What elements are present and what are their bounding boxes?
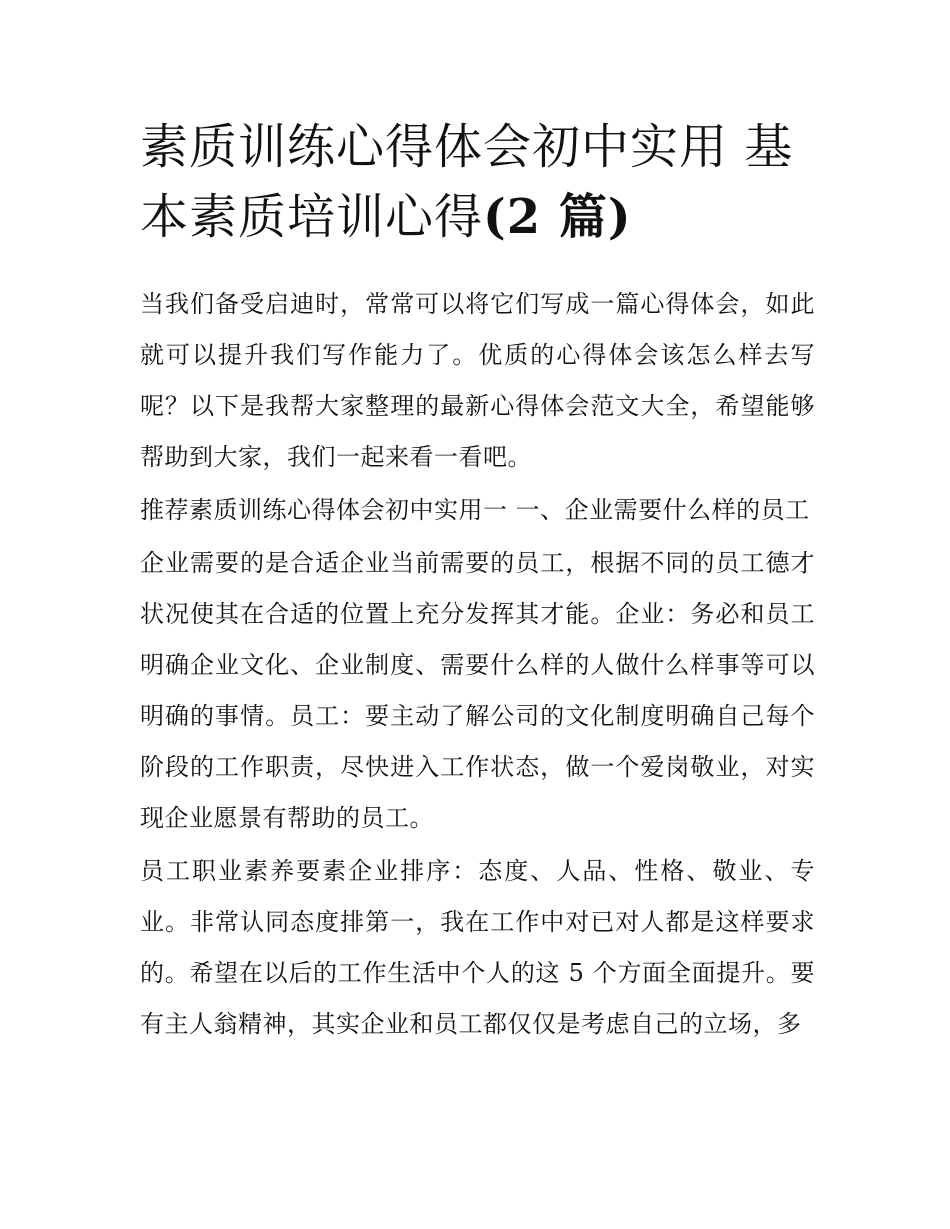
paragraph-employee-needs: 企业需要的是合适企业当前需要的员工，根据不同的员工德才状况使其在合适的位置上充分发挥其才能。企业：务必和员工明确企业文化、企业制度、需要什么样的人做什么样事等可以明确的事情。员工：要主动了解公司的文化制度明确自己每个阶段的工作职责，尽快进入工作状态，做一个爱岗敬业，对实现企业愿景有帮助的员工。 [140, 549, 815, 832]
paragraph-intro: 当我们备受启迪时，常常可以将它们写成一篇心得体会，如此就可以提升我们写作能力了。优质的心得体会该怎么样去写呢？以下是我帮大家整理的最新心得体会范文大全，希望能够帮助到大家，我们一起来看一看吧。 [140, 290, 815, 471]
paragraph-section-heading: 推荐素质训练心得体会初中实用一 一、企业需要什么样的员工 [140, 496, 810, 524]
document-body [140, 279, 815, 1052]
title-text: 素质训练心得体会初中实用 基本素质培训心得 [140, 119, 794, 245]
paragraph-professional-quality: 员工职业素养要素企业排序：态度、人品、性格、敬业、专业。非常认同态度排第一，我在工作中对已对人都是这样要求的。希望在以后的工作生活中个人的这 5 个方面全面提升。要有主人翁精神，其实企业和员工都仅仅是考虑自己的立场，多 [140, 857, 815, 1038]
title-count: (2 篇) [483, 189, 632, 245]
document-title [140, 112, 830, 252]
